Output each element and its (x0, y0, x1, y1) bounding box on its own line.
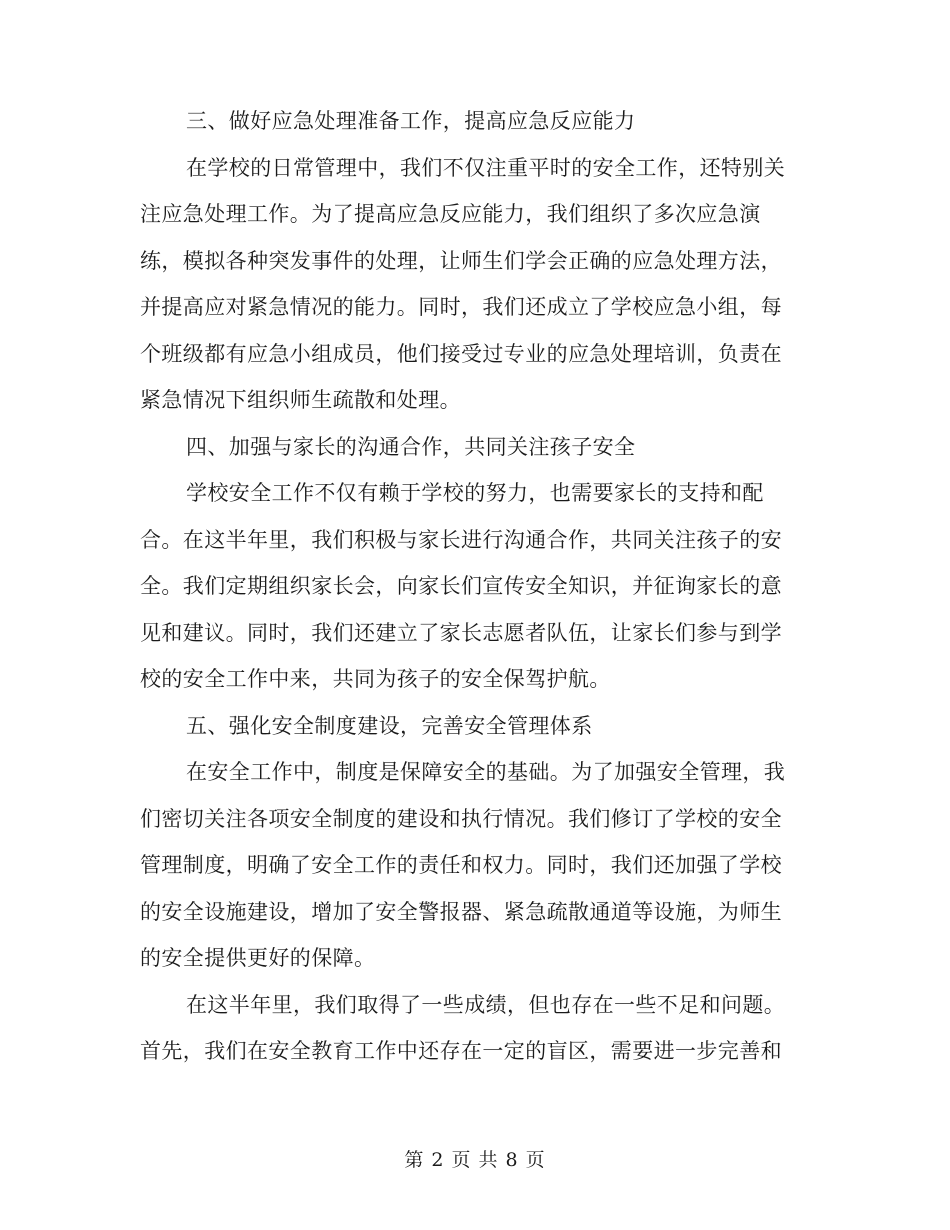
paragraph-line: 并提高应对紧急情况的能力。同时，我们还成立了学校应急小组，每 (140, 295, 782, 319)
paragraph-line: 紧急情况下组织师生疏散和处理。 (140, 388, 461, 412)
paragraph-line: 们密切关注各项安全制度的建设和执行情况。我们修订了学校的安全 (140, 806, 782, 831)
paragraph-line: 在安全工作中，制度是保障安全的基础。为了加强安全管理，我 (186, 760, 786, 784)
document-body (140, 98, 800, 1075)
paragraph-line: 注应急处理工作。为了提高应急反应能力，我们组织了多次应急演 (140, 202, 761, 226)
paragraph-line: 学校安全工作不仅有赖于学校的努力，也需要家长的支持和配 (186, 481, 764, 505)
paragraph-line: 校的安全工作中来，共同为孩子的安全保驾护航。 (140, 667, 611, 691)
paragraph-line: 在学校的日常管理中，我们不仅注重平时的安全工作，还特别关 (186, 155, 786, 180)
section-heading-4: 四、加强与家长的沟通合作，共同关注孩子安全 (186, 434, 636, 459)
paragraph-line: 在这半年里，我们取得了一些成绩，但也存在一些不足和问题。 (186, 992, 786, 1017)
paragraph-line: 个班级都有应急小组成员，他们接受过专业的应急处理培训，负责在 (140, 341, 782, 366)
paragraph-line: 练，模拟各种突发事件的处理，让师生们学会正确的应急处理方法， (140, 248, 782, 273)
paragraph-line: 首先，我们在安全教育工作中还存在一定的盲区，需要进一步完善和 (140, 1039, 782, 1063)
paragraph-line: 见和建议。同时，我们还建立了家长志愿者队伍，让家长们参与到学 (140, 620, 782, 645)
paragraph-line: 合。在这半年里，我们积极与家长进行沟通合作，共同关注孩子的安 (140, 527, 782, 552)
paragraph-line: 全。我们定期组织家长会，向家长们宣传安全知识，并征询家长的意 (140, 574, 782, 598)
paragraph-line: 的安全提供更好的保障。 (140, 946, 376, 970)
page-number-footer: 第 2 页 共 8 页 (404, 1149, 546, 1171)
paragraph-line: 的安全设施建设，增加了安全警报器、紧急疏散通道等设施，为师生 (140, 899, 782, 924)
paragraph-line: 管理制度，明确了安全工作的责任和权力。同时，我们还加强了学校 (140, 853, 782, 877)
section-heading-5: 五、强化安全制度建设，完善安全管理体系 (186, 713, 593, 738)
section-heading-3: 三、做好应急处理准备工作，提高应急反应能力 (186, 109, 636, 133)
